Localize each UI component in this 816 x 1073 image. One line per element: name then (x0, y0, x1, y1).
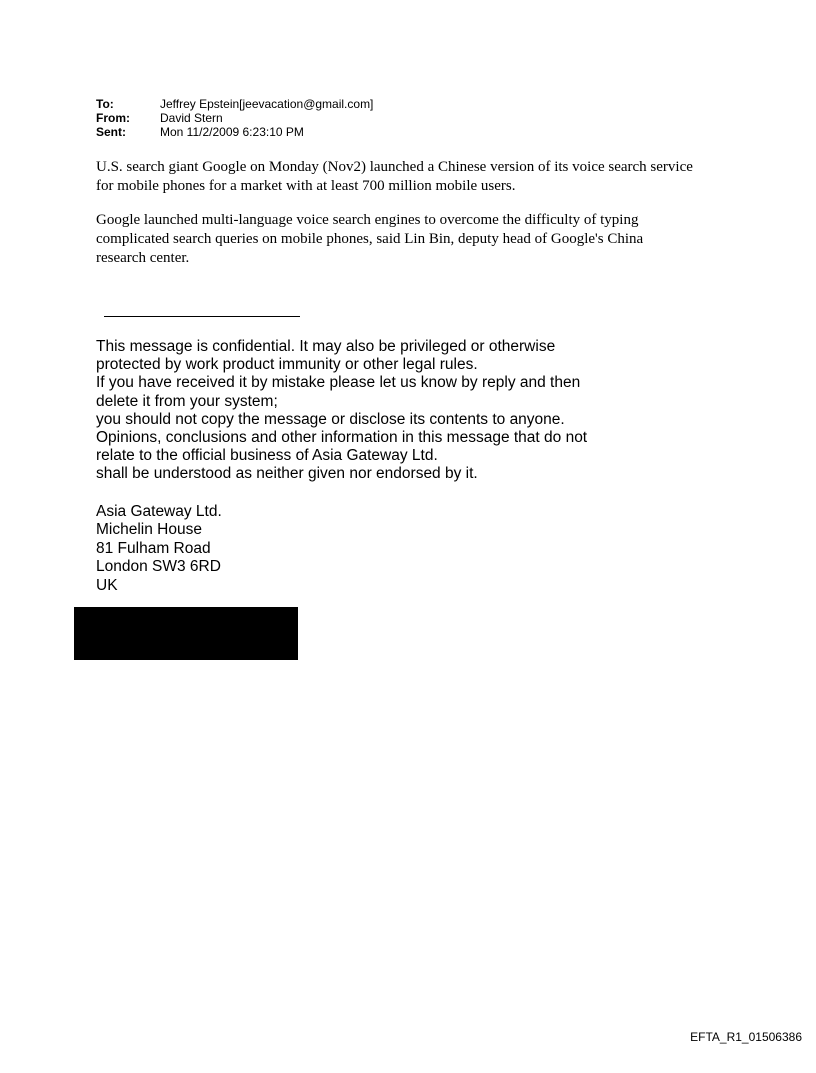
body-paragraph-1: U.S. search giant Google on Monday (Nov2) launched a Chinese version of its voice search service for mobile phones for a market with at least 700 million mobile users. (96, 159, 693, 194)
address-line: London SW3 6RD (96, 558, 221, 576)
disclaimer-line: If you have received it by mistake please let us know by reply and then (96, 374, 581, 392)
disclaimer-line: relate to the official business of Asia Gateway Ltd. (96, 447, 438, 465)
sent-row (96, 125, 373, 139)
company-address (96, 503, 222, 595)
disclaimer-line: protected by work product immunity or other legal rules. (96, 356, 478, 374)
from-row (96, 111, 373, 125)
from-value: David Stern (160, 111, 223, 125)
sent-value: Mon 11/2/2009 6:23:10 PM (160, 125, 304, 139)
confidentiality-disclaimer (96, 338, 656, 484)
address-line: UK (96, 576, 118, 594)
address-line: Michelin House (96, 521, 202, 539)
disclaimer-line: delete it from your system; (96, 392, 278, 410)
to-label: To: (96, 97, 114, 111)
from-label: From: (96, 111, 130, 125)
disclaimer-line: you should not copy the message or disclose its contents to anyone. (96, 410, 565, 428)
to-row (96, 97, 373, 111)
to-value: Jeffrey Epstein[jeevacation@gmail.com] (160, 97, 374, 111)
disclaimer-line: Opinions, conclusions and other information in this message that do not (96, 429, 588, 447)
disclaimer-line: shall be understood as neither given nor endorsed by it. (96, 465, 478, 483)
address-line: Asia Gateway Ltd. (96, 503, 222, 520)
redaction-block (74, 607, 298, 660)
email-header (96, 97, 373, 139)
document-id: EFTA_R1_01506386 (690, 1030, 802, 1044)
disclaimer-line: This message is confidential. It may also be privileged or otherwise (96, 338, 556, 355)
body-paragraph-2: Google launched multi-language voice search engines to overcome the difficulty of typing complicated search queries on mobile phones, said Lin Bin, deputy head of Google's China research center. (96, 212, 644, 266)
sent-label: Sent: (96, 125, 126, 139)
address-line: 81 Fulham Road (96, 539, 211, 557)
signature-separator (104, 316, 300, 317)
